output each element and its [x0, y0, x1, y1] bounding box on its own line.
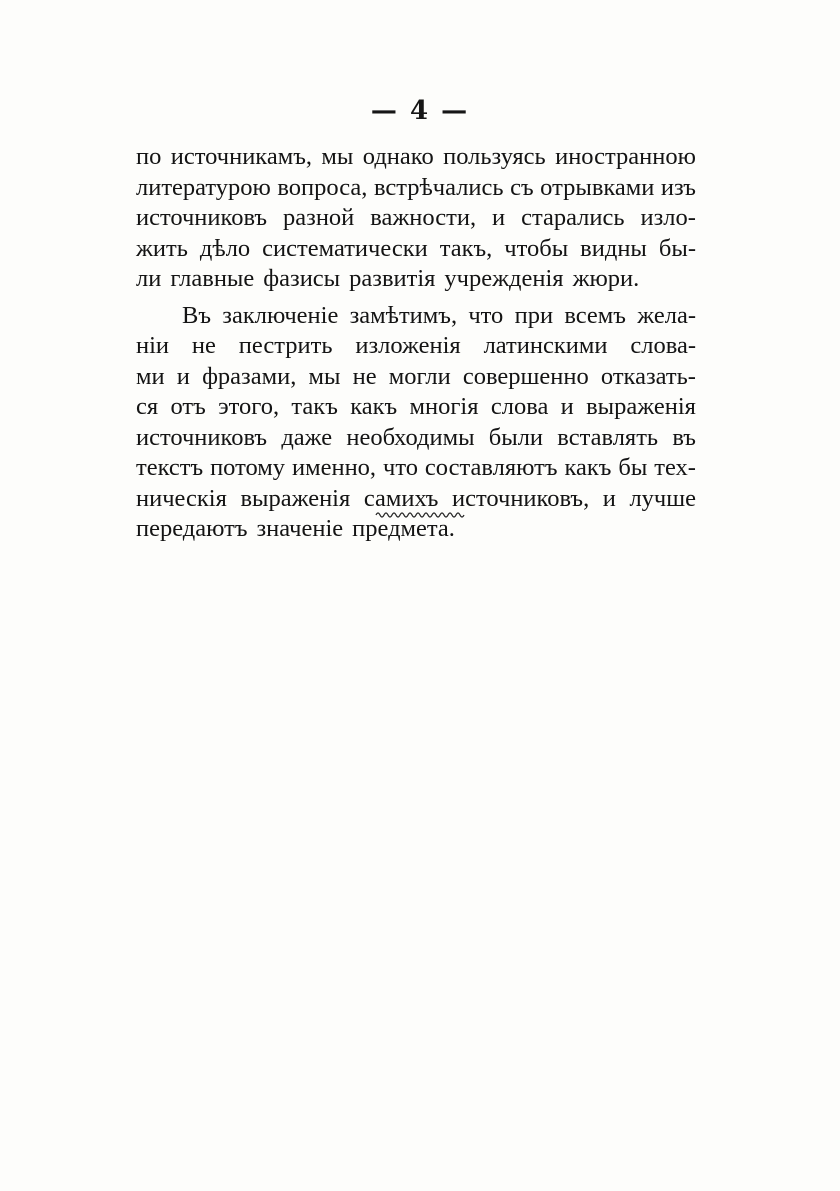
text-line: ми и фразами, мы не могли совершенно отказать- [136, 362, 696, 390]
text-line: по источникамъ, мы однако пользуясь иностранною [136, 143, 696, 170]
text-line: жить дѣло систематически такъ, чтобы видны бы- [136, 234, 696, 262]
text-line: литературою вопроса, встрѣчались съ отрывками изъ [136, 173, 696, 201]
text-line: ли главные фазисы развитія учрежденія жюри. [136, 265, 640, 292]
text-line: передаютъ значеніе предмета. [136, 515, 455, 542]
paragraph [136, 142, 696, 295]
text-line: ническія выраженія самихъ источниковъ, и лучше [136, 484, 696, 512]
text-line: Въ заключеніе замѣтимъ, что при всемъ жела- [182, 301, 696, 329]
page-number: — 4 — [370, 96, 470, 126]
text-line: источниковъ разной важности, и старались изло- [136, 204, 696, 231]
text-line: ся отъ этого, такъ какъ многія слова и выраженія [136, 393, 696, 420]
wavy-rule-icon [374, 508, 466, 522]
text-line: текстъ потому именно, что составляютъ какъ бы тех- [136, 454, 696, 481]
ornamental-divider [0, 508, 840, 524]
text-line: ніи не пестрить изложенія латинскими слова- [136, 332, 696, 359]
text-line: источниковъ даже необходимы были вставлять въ [136, 423, 696, 451]
body-text [136, 142, 696, 545]
